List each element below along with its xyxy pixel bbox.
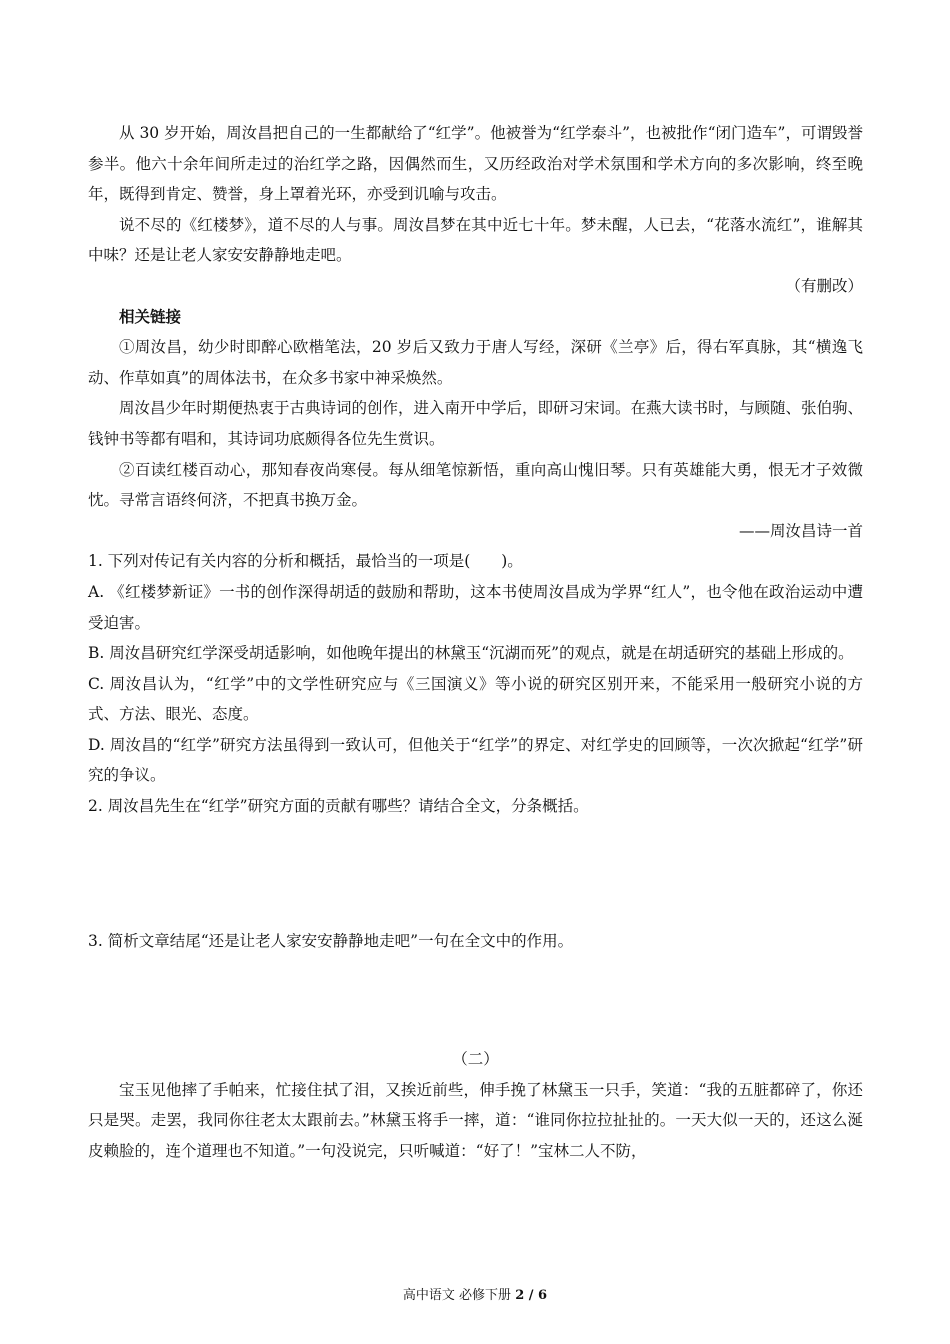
question-1: 1. 下列对传记有关内容的分析和概括，最恰当的一项是( )。 <box>88 552 523 571</box>
page-footer <box>0 1284 950 1303</box>
footer-label: 高中语文 必修下册 <box>402 1288 512 1303</box>
poem-attribution: ——周汝昌诗一首 <box>738 521 863 540</box>
question-3: 3. 简析文章结尾“还是让老人家安安静静地走吧”一句在全文中的作用。 <box>88 931 574 950</box>
document-body <box>88 118 863 1167</box>
option-d: D. 周汝昌的“红学”研究方法虽得到一致认可，但他关于“红学”的界定、对红学史的回顾等，一次次掀起“红学”研究的争议。 <box>88 735 863 785</box>
answer-space <box>88 956 863 1044</box>
section-title: （二） <box>452 1050 499 1069</box>
page-number: 2 / 6 <box>515 1288 548 1303</box>
option-b: B. 周汝昌研究红学深受胡适影响，如他晚年提出的林黛玉“沉湖而死”的观点，就是在胡适研究的基础上形成的。 <box>88 644 854 663</box>
edit-note: （有删改） <box>785 276 863 295</box>
option-a: A. 《红楼梦新证》一书的创作深得胡适的鼓励和帮助，这本书使周汝昌成为学界“红人”，也令他在政治运动中遭受迫害。 <box>88 582 863 632</box>
related-links-heading: 相关链接 <box>119 306 182 326</box>
answer-space <box>88 822 863 926</box>
section-2-paragraph: 宝玉见他摔了手帕来，忙接住拭了泪，又挨近前些，伸手挽了林黛玉一只手，笑道：“我的五脏都碎了，你还只是哭。走罢，我同你往老太太跟前去。”林黛玉将手一摔，道：“谁同你拉拉扯扯的。一天大似一天的，还这么涎皮赖脸的，连个道理也不知道。”一句没说完，只听喊道：“好了！”宝林二人不防， <box>88 1080 863 1161</box>
passage-paragraph: 说不尽的《红楼梦》，道不尽的人与事。周汝昌梦在其中近七十年。梦未醒，人已去，“花落水流红”，谁解其中味？还是让老人家安安静静地走吧。 <box>88 215 863 265</box>
related-link-paragraph: 周汝昌少年时期便热衷于古典诗词的创作，进入南开中学后，即研习宋词。在燕大读书时，与顾随、张伯驹、钱钟书等都有唱和，其诗词功底颇得各位先生赏识。 <box>88 399 864 448</box>
poem-paragraph: ②百读红楼百动心，那知春夜尚寒侵。每从细笔惊新悟，重向高山愧旧琴。只有英雄能大勇，恨无才子效微忱。寻常言语终何济，不把真书换万金。 <box>88 460 863 510</box>
passage-paragraph: 从 30 岁开始，周汝昌把自己的一生都献给了“红学”。他被誉为“红学泰斗”，也被批作“闭门造车”，可谓毁誉参半。他六十余年间所走过的治红学之路，因偶然而生，又历经政治对学术氛围和学术方向的多次影响，终至晚年，既得到肯定、赞誉，身上罩着光环，亦受到讥喻与攻击。 <box>88 124 863 204</box>
option-c: C. 周汝昌认为，“红学”中的文学性研究应与《三国演义》等小说的研究区别开来，不能采用一般研究小说的方式、方法、眼光、态度。 <box>88 674 863 724</box>
related-link-paragraph: ①周汝昌，幼少时即醉心欧楷笔法，20 岁后又致力于唐人写经，深研《兰亭》后，得右军真脉，其“横逸飞动、作草如真”的周体法书，在众多书家中神采焕然。 <box>88 338 863 387</box>
question-2: 2. 周汝昌先生在“红学”研究方面的贡献有哪些？请结合全文，分条概括。 <box>88 797 589 816</box>
